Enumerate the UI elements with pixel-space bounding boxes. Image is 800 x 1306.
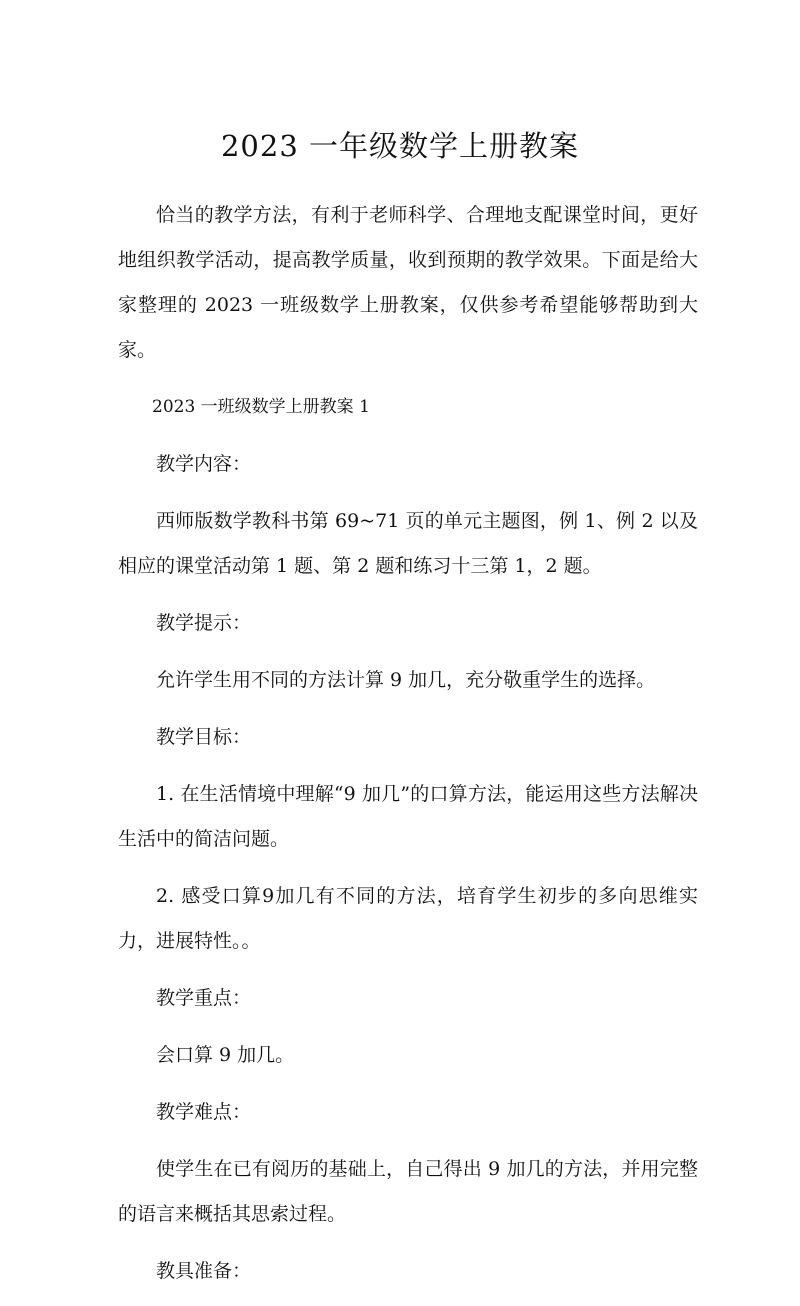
- heading-difficulties: 教学难点：: [156, 1101, 252, 1123]
- heading-teaching-content: 教学内容：: [156, 453, 252, 475]
- section-heading-lesson-1: 2023 一班级数学上册教案 1: [152, 397, 370, 417]
- teaching-goal-2: 2. 感受口算9加几有不同的方法，培育学生初步的多向思维实力，进展特性。。: [118, 885, 698, 952]
- heading-key-points: 教学重点：: [156, 987, 252, 1009]
- teaching-content-paragraph: 西师版数学教科书第 69~71 页的单元主题图，例 1、例 2 以及相应的课堂活动第 1 题、第 2 题和练习十三第 1，2 题。: [118, 510, 698, 577]
- document-title: 2023 一年级数学上册教案: [220, 129, 580, 163]
- document-body: [118, 193, 698, 1306]
- intro-paragraph: 恰当的教学方法，有利于老师科学、合理地支配课堂时间，更好地组织教学活动，提高教学质量，收到预期的教学效果。下面是给大家整理的 2023 一班级数学上册教案，仅供参考希望能够帮助到大家。: [118, 204, 698, 361]
- teaching-goal-1: 1. 在生活情境中理解“9 加几”的口算方法，能运用这些方法解决生活中的简洁问题。: [118, 783, 698, 850]
- key-points-paragraph: 会口算 9 加几。: [156, 1044, 295, 1066]
- heading-teaching-goals: 教学目标：: [156, 726, 252, 748]
- heading-teaching-tips: 教学提示：: [156, 612, 252, 634]
- difficulties-paragraph: 使学生在已有阅历的基础上，自己得出 9 加几的方法，并用完整的语言来概括其思索过程。: [118, 1158, 698, 1225]
- heading-teaching-aids: 教具准备：: [156, 1260, 252, 1282]
- teaching-tips-paragraph: 允许学生用不同的方法计算 9 加几，充分敬重学生的选择。: [156, 669, 656, 691]
